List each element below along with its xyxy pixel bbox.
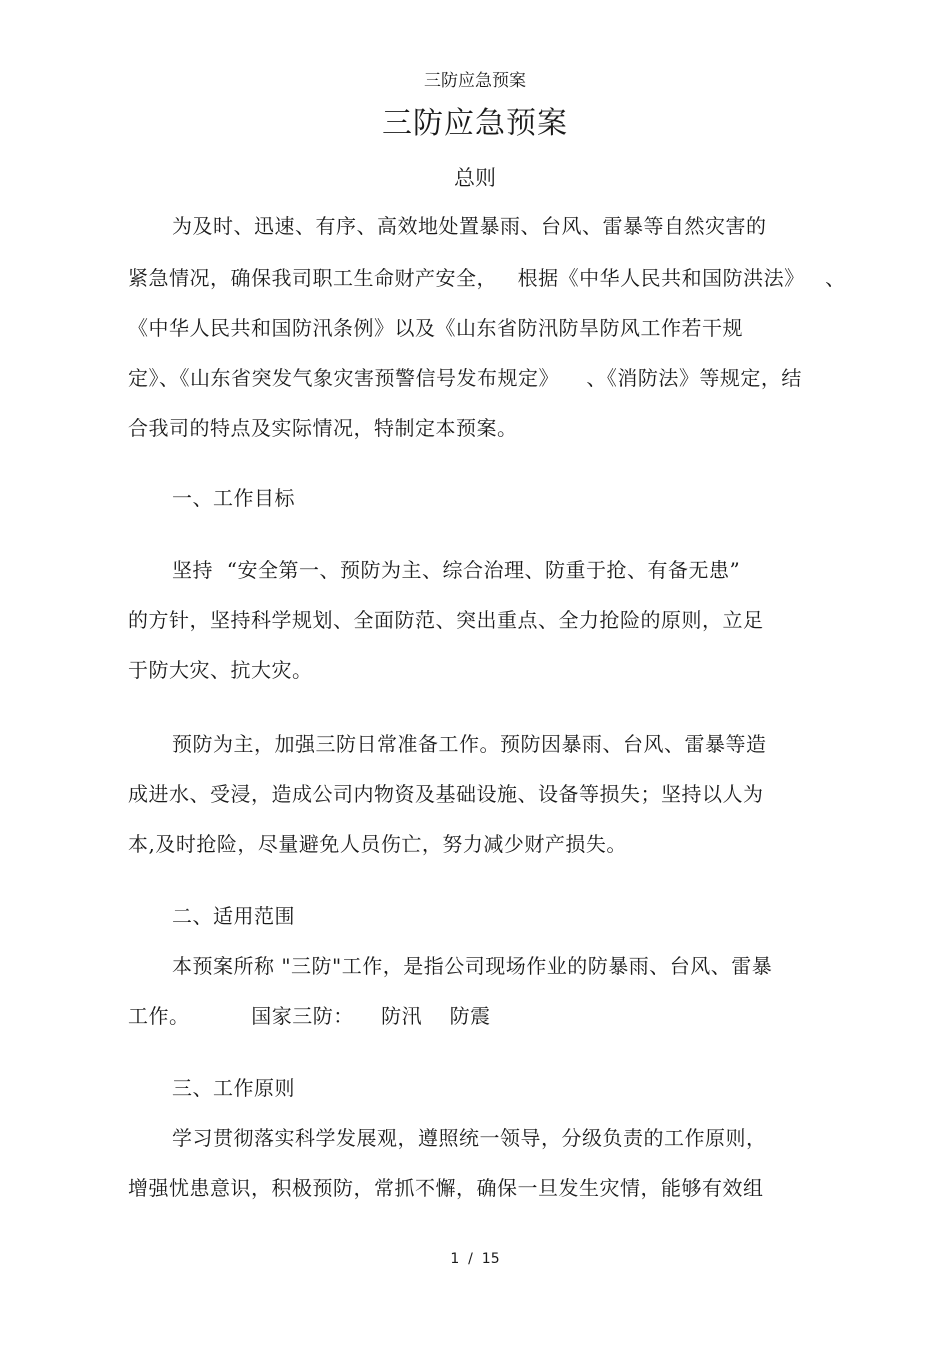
section-heading-scope: 二、适用范围	[172, 904, 295, 928]
document-title: 三防应急预案	[382, 106, 568, 141]
paragraph-line: 的方针，坚持科学规划、全面防范、突出重点、全力抢险的原则，立足	[128, 608, 764, 632]
paragraph-line: 本预案所称 "三防"工作，是指公司现场作业的防暴雨、台风、雷暴	[172, 954, 773, 978]
paragraph-line: 定》、《山东省突发气象灾害预警信号发布规定》 、《消防法》等规定，结	[128, 366, 802, 390]
paragraph-line: 学习贯彻落实科学发展观，遵照统一领导，分级负责的工作原则，	[172, 1126, 767, 1150]
section-heading-general: 总则	[454, 166, 496, 190]
paragraph-line: 坚持 “安全第一、预防为主、综合治理、防重于抢、有备无患”	[172, 558, 741, 582]
page-number: 1 / 15	[450, 1251, 500, 1267]
paragraph-line: 《中华人民共和国防汛条例》以及《山东省防汛防旱防风工作若干规	[128, 316, 743, 340]
paragraph-line: 为及时、迅速、有序、高效地处置暴雨、台风、雷暴等自然灾害的	[172, 214, 767, 238]
paragraph-line: 增强忧患意识，积极预防，常抓不懈，确保一旦发生灾情，能够有效组	[128, 1176, 764, 1200]
paragraph-line: 预防为主，加强三防日常准备工作。预防因暴雨、台风、雷暴等造	[172, 732, 767, 756]
paragraph-line: 紧急情况，确保我司职工生命财产安全， 根据《中华人民共和国防洪法》 、	[128, 266, 846, 290]
paragraph-line: 成进水、受浸，造成公司内物资及基础设施、设备等损失；坚持以人为	[128, 782, 764, 806]
section-heading-principles: 三、工作原则	[172, 1076, 295, 1100]
paragraph-line: 于防大灾、抗大灾。	[128, 658, 313, 682]
paragraph-line: 本,及时抢险，尽量避免人员伤亡，努力减少财产损失。	[128, 832, 627, 856]
paragraph-line: 合我司的特点及实际情况，特制定本预案。	[128, 416, 518, 440]
section-heading-goals: 一、工作目标	[172, 486, 295, 510]
paragraph-line: 工作。 国家三防： 防汛 防震	[128, 1004, 491, 1028]
running-header: 三防应急预案	[424, 71, 526, 91]
